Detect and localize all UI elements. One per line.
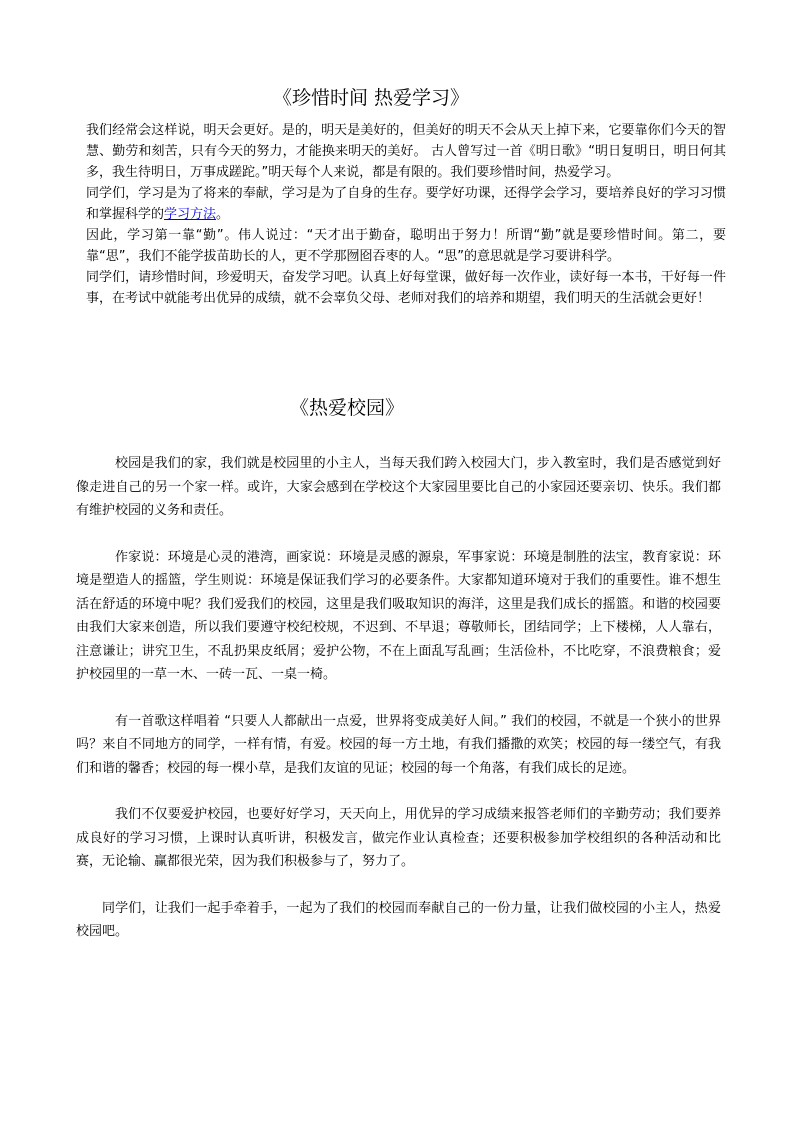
paragraph: 我们经常会这样说，明天会更好。是的，明天是美好的，但美好的明天不会从天上掉下来，它要靠你们今天的智慧、勤劳和刻苦，只有今天的努力，才能换来明天的美好。 古人曾写过一首《明日歌》“明日复明日，明日何其多，我生待明日，万事成蹉跎。”明天每个人来说，都是有限的。我们要珍惜时间，热爱学习。 bbox=[86, 123, 726, 180]
article-title-cherish-time: 《珍惜时间 热爱学习》 bbox=[272, 87, 470, 109]
paragraph: 我们不仅要爱护校园，也要好好学习，天天向上，用优异的学习成绩来报答老师们的辛勤劳动；我们要养成良好的学习习惯，上课时认真听讲，积极发言，做完作业认真检查；还要积极参加学校组织的各种活动和比赛，无论输、赢都很光荣，因为我们积极参与了，努力了。 bbox=[76, 807, 721, 869]
paragraph-text: 同学们，学习是为了将来的奉献，学习是为了自身的生存。要学好功课，还得学会学习，要培养良好的学习习惯和掌握科学的 bbox=[86, 186, 726, 222]
paragraph: 同学们，请珍惜时间，珍爱明天，奋发学习吧。认真上好每堂课，做好每一次作业，读好每一本书，干好每一件事，在考试中就能考出优异的成绩，就不会辜负父母、老师对我们的培养和期望，我们明天的生活就会更好！ bbox=[86, 270, 726, 306]
study-method-link[interactable]: 学习方法 bbox=[164, 207, 217, 222]
article-body-love-campus bbox=[76, 452, 721, 944]
paragraph: 因此，学习第一靠“勤”。伟人说过：“天才出于勤奋，聪明出于努力！所谓“勤”就是要珍惜时间。第二，要靠“思”，我们不能学拔苗助长的人，更不学那囫囵吞枣的人。“思”的意思就是学习要讲科学。 bbox=[86, 228, 726, 264]
article-body-cherish-time bbox=[86, 120, 726, 309]
paragraph bbox=[86, 183, 726, 225]
article-title-love-campus: 《热爱校园》 bbox=[289, 397, 404, 419]
paragraph: 同学们，让我们一起手牵着手，一起为了我们的校园而奉献自己的一份力量，让我们做校园的小主人，热爱校园吧。 bbox=[76, 900, 721, 939]
paragraph-punctuation: 。 bbox=[216, 207, 230, 222]
paragraph: 作家说：环境是心灵的港湾，画家说：环境是灵感的源泉，军事家说：环境是制胜的法宝，教育家说：环境是塑造人的摇篮，学生则说：环境是保证我们学习的必要条件。大家都知道环境对于我们的重要性。谁不想生活在舒适的环境中呢？我们爱我们的校园，这里是我们吸取知识的海洋，这里是我们成长的摇篮。和谐的校园要由我们大家来创造，所以我们要遵守校纪校规，不迟到、不早退；尊敬师长，团结同学；上下楼梯，人人靠右，注意谦让；讲究卫生，不乱扔果皮纸屑；爱护公物，不在上面乱写乱画；生活俭朴，不比吃穿，不浪费粮食；爱护校园里的一草一木、一砖一瓦、一桌一椅。 bbox=[76, 549, 721, 682]
paragraph: 有一首歌这样唱着 “只要人人都献出一点爱，世界将变成美好人间。” 我们的校园，不就是一个狭小的世界吗？来自不同地方的同学，一样有情，有爱。校园的每一方土地，有我们播撒的欢笑；校园的每一缕空气，有我们和谐的馨香；校园的每一棵小草，是我们友谊的见证；校园的每一个角落，有我们成长的足迹。 bbox=[76, 713, 721, 776]
paragraph: 校园是我们的家，我们就是校园里的小主人，当每天我们跨入校园大门，步入教室时，我们是否感觉到好像走进自己的另一个家一样。或许，大家会感到在学校这个大家园里要比自己的小家园还要亲切、快乐。我们都有维护校园的义务和责任。 bbox=[76, 456, 721, 518]
